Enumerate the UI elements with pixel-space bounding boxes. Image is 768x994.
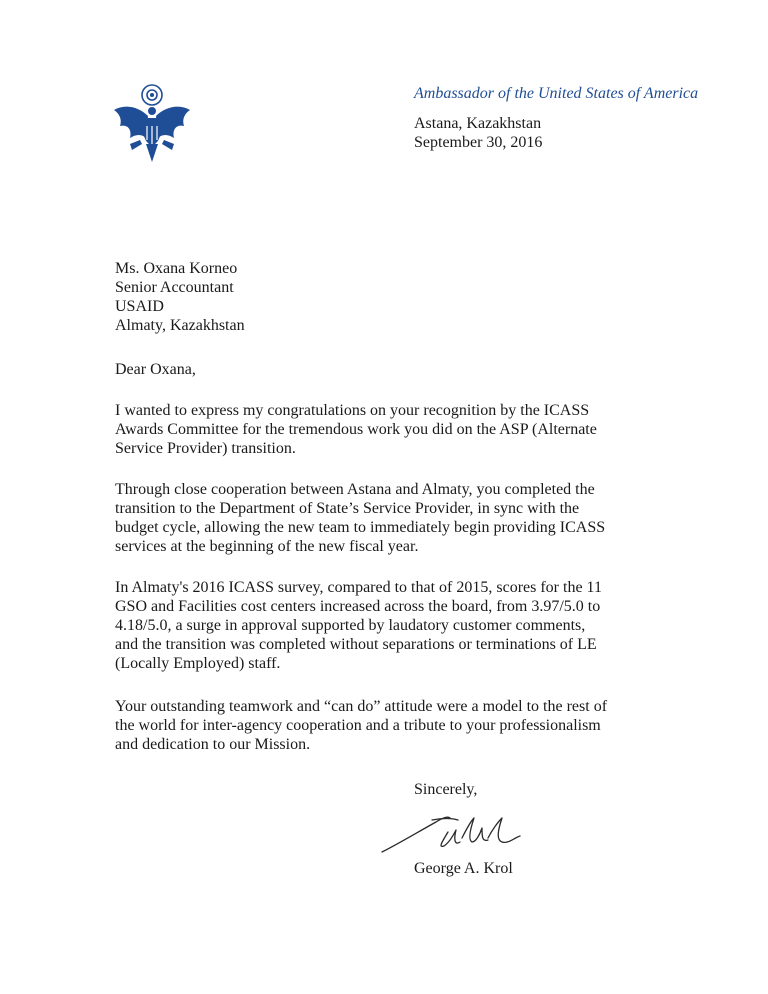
us-great-seal-icon [112, 82, 192, 166]
paragraph-line: and the transition was completed without separations or terminations of LE [115, 636, 597, 653]
paragraph-line: the world for inter-agency cooperation and a tribute to your professionalism [115, 717, 601, 734]
signer-name: George A. Krol [414, 860, 513, 877]
handwritten-signature [378, 808, 548, 858]
header-city: Astana, Kazakhstan [414, 115, 542, 132]
recipient-name: Ms. Oxana Korneo [115, 260, 238, 277]
salutation: Dear Oxana, [115, 361, 196, 378]
paragraph-line: Service Provider) transition. [115, 440, 296, 457]
paragraph-line: Your outstanding teamwork and “can do” attitude were a model to the rest of [115, 698, 608, 715]
recipient-position: Senior Accountant [115, 279, 234, 296]
paragraph-line: Through close cooperation between Astana and Almaty, you completed the [115, 481, 595, 498]
paragraph-line: services at the beginning of the new fiscal year. [115, 538, 419, 555]
letter-date: September 30, 2016 [414, 134, 543, 151]
paragraph-line: 4.18/5.0, a surge in approval supported by laudatory customer comments, [115, 617, 586, 634]
paragraph-line: and dedication to our Mission. [115, 736, 311, 753]
paragraph-line: (Locally Employed) staff. [115, 655, 281, 672]
recipient-address [115, 259, 245, 335]
recipient-organization: USAID [115, 298, 164, 315]
paragraph-line: transition to the Department of State’s Service Provider, in sync with the [115, 500, 580, 517]
paragraph-1 [115, 401, 597, 458]
paragraph-line: GSO and Facilities cost centers increased across the board, from 3.97/5.0 to [115, 598, 601, 615]
ambassador-title: Ambassador of the United States of America [414, 85, 699, 102]
paragraph-line: Awards Committee for the tremendous work you did on the ASP (Alternate [115, 421, 597, 438]
letter-header-place-date [414, 114, 542, 152]
paragraph-4 [115, 697, 607, 754]
closing: Sincerely, [414, 781, 478, 798]
paragraph-line: budget cycle, allowing the new team to immediately begin providing ICASS [115, 519, 606, 536]
paragraph-2 [115, 480, 605, 556]
recipient-city: Almaty, Kazakhstan [115, 317, 245, 334]
paragraph-3 [115, 578, 602, 673]
paragraph-line: I wanted to express my congratulations on your recognition by the ICASS [115, 402, 590, 419]
paragraph-line: In Almaty's 2016 ICASS survey, compared to that of 2015, scores for the 11 [115, 579, 602, 596]
